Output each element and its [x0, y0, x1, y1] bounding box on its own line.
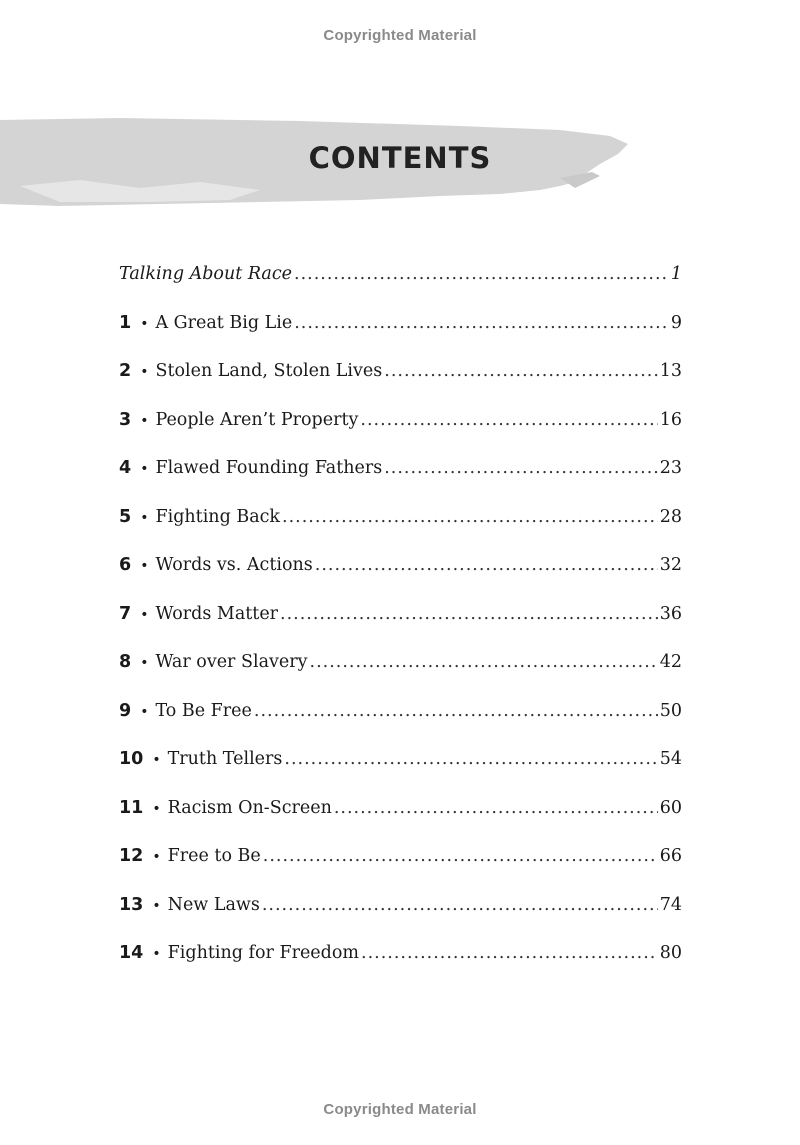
chapter-number: 3 — [119, 409, 132, 430]
toc-entry-label: New Laws — [167, 894, 260, 915]
dot-leader — [262, 895, 658, 915]
toc-entry-label: People Aren’t Property — [155, 409, 359, 430]
toc-chapter-row — [119, 361, 682, 410]
toc-page-number: 23 — [659, 458, 682, 478]
chapter-number: 10 — [119, 749, 144, 769]
bullet-separator: • — [152, 897, 161, 914]
chapter-number: 6 — [119, 555, 132, 575]
toc-page-number: 1 — [670, 264, 682, 284]
toc-entry-label: Flawed Founding Fathers — [155, 458, 383, 478]
toc-entry-label: A Great Big Lie — [155, 312, 293, 333]
toc-page-number: 60 — [659, 797, 682, 818]
bullet-separator: • — [140, 655, 149, 671]
dot-leader — [263, 846, 658, 866]
table-of-contents — [119, 264, 682, 992]
toc-page-number: 13 — [659, 361, 682, 381]
toc-page-number: 36 — [659, 603, 682, 624]
toc-page-number: 42 — [659, 652, 682, 672]
toc-chapter-row — [119, 701, 682, 750]
bullet-separator: • — [152, 800, 161, 817]
toc-entry-label: Words Matter — [155, 603, 279, 624]
toc-chapter-row — [119, 798, 682, 847]
dot-leader — [284, 749, 657, 769]
chapter-number: 2 — [119, 361, 132, 381]
toc-entry-label: Free to Be — [167, 846, 261, 866]
toc-page-number: 50 — [659, 700, 682, 721]
toc-chapter-row — [119, 604, 682, 653]
toc-chapter-row — [119, 458, 682, 507]
toc-entry-label: Talking About Race — [119, 264, 292, 284]
dot-leader — [310, 652, 658, 672]
bullet-separator: • — [140, 412, 149, 429]
dot-leader — [294, 313, 669, 333]
dot-leader — [294, 264, 669, 284]
toc-chapter-row — [119, 943, 682, 992]
toc-entry-label: War over Slavery — [155, 652, 308, 672]
copyright-watermark-bottom: Copyrighted Material — [323, 1101, 477, 1118]
bullet-separator: • — [140, 558, 149, 574]
dot-leader — [254, 701, 658, 721]
toc-chapter-row — [119, 507, 682, 556]
bullet-separator: • — [140, 509, 149, 526]
toc-chapter-row — [119, 846, 682, 895]
dot-leader — [360, 410, 657, 430]
toc-chapter-row — [119, 652, 682, 701]
dot-leader — [315, 555, 658, 575]
chapter-number: 14 — [119, 943, 144, 963]
dot-leader — [280, 604, 658, 624]
chapter-number: 8 — [119, 652, 132, 672]
toc-chapter-row — [119, 313, 682, 362]
toc-page-number: 54 — [659, 749, 682, 769]
bullet-separator: • — [152, 849, 161, 865]
bullet-separator: • — [140, 461, 149, 477]
dot-leader — [384, 361, 657, 381]
toc-chapter-row — [119, 749, 682, 798]
toc-entry-label: Words vs. Actions — [155, 555, 313, 575]
chapter-number: 12 — [119, 846, 144, 866]
toc-page-number: 80 — [659, 943, 682, 963]
dot-leader — [361, 943, 658, 963]
toc-intro-row — [119, 264, 682, 313]
chapter-number: 1 — [119, 312, 132, 333]
dot-leader — [334, 798, 658, 818]
chapter-number: 11 — [119, 797, 144, 818]
toc-chapter-row — [119, 895, 682, 944]
bullet-separator: • — [140, 315, 149, 332]
bullet-separator: • — [140, 703, 149, 720]
toc-entry-label: Stolen Land, Stolen Lives — [155, 361, 383, 381]
toc-chapter-row — [119, 410, 682, 459]
page-title: CONTENTS — [308, 141, 492, 175]
toc-chapter-row — [119, 555, 682, 604]
toc-page-number: 66 — [659, 846, 682, 866]
chapter-number: 9 — [119, 700, 132, 721]
dot-leader — [282, 507, 658, 527]
bullet-separator: • — [152, 946, 161, 962]
toc-entry-label: To Be Free — [155, 700, 252, 721]
toc-page-number: 16 — [659, 409, 682, 430]
bullet-separator: • — [140, 606, 149, 623]
bullet-separator: • — [152, 752, 161, 768]
chapter-number: 7 — [119, 603, 132, 624]
toc-entry-label: Fighting for Freedom — [167, 943, 359, 963]
chapter-number: 5 — [119, 506, 132, 527]
dot-leader — [384, 458, 658, 478]
chapter-number: 13 — [119, 894, 144, 915]
chapter-number: 4 — [119, 458, 132, 478]
toc-page-number: 74 — [659, 894, 682, 915]
bullet-separator: • — [140, 364, 149, 380]
toc-page-number: 32 — [659, 555, 682, 575]
toc-page-number: 28 — [659, 506, 682, 527]
copyright-watermark-top: Copyrighted Material — [323, 27, 477, 44]
toc-entry-label: Racism On-Screen — [167, 797, 332, 818]
toc-entry-label: Truth Tellers — [167, 749, 283, 769]
toc-page-number: 9 — [670, 312, 682, 333]
toc-entry-label: Fighting Back — [155, 506, 281, 527]
